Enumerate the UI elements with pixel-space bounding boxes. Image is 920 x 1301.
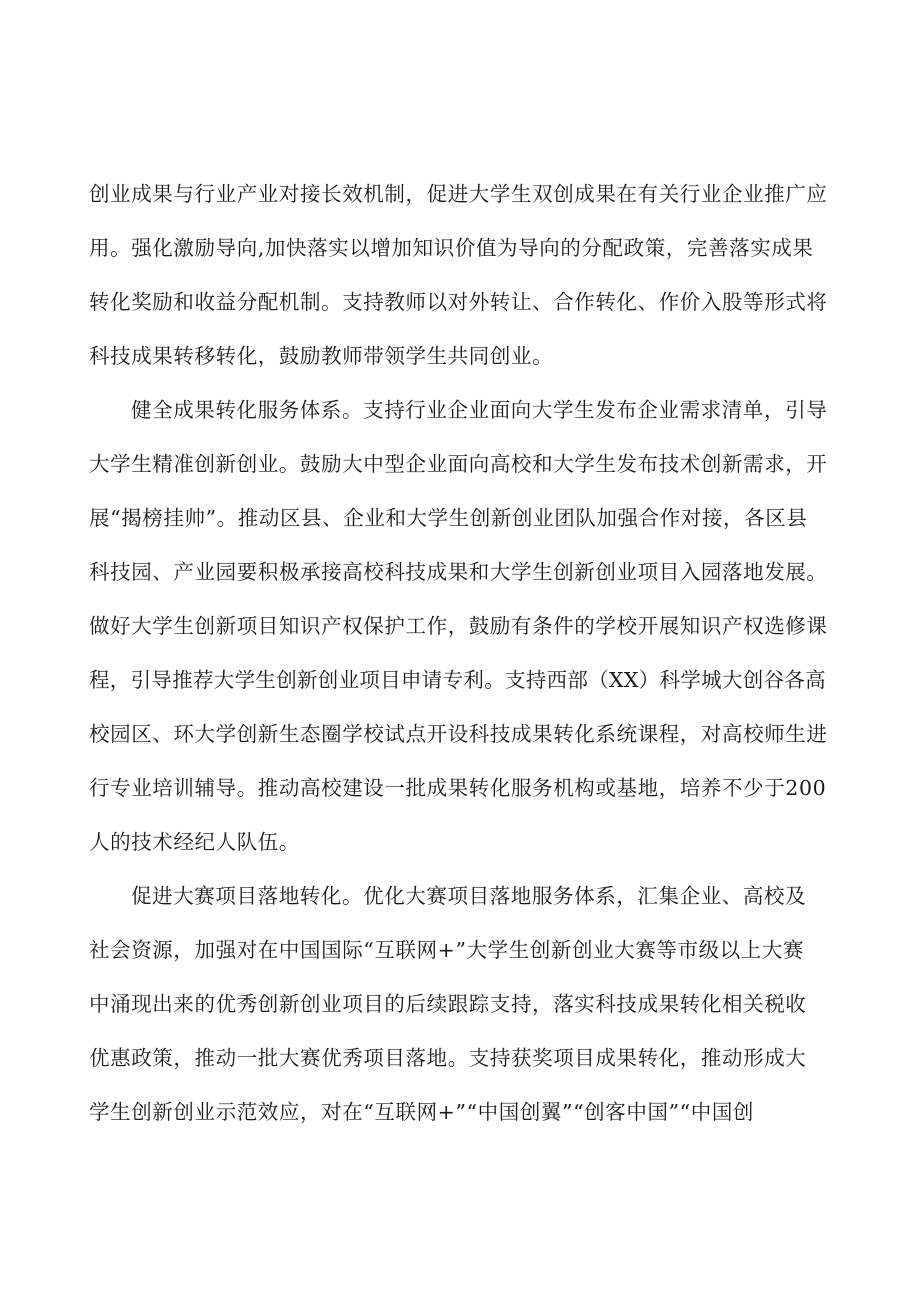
text-line: 行专业培训辅导。推动高校建设一批成果转化服务机构或基地，培养不少于200 (89, 776, 827, 800)
text-line: 学生创新创业示范效应，对在“互联网+”“中国创翼”“创客中国”“中国创 (89, 1100, 755, 1124)
text-line: 科技园、产业园要积极承接高校科技成果和大学生创新创业项目入园落地发展。 (89, 560, 828, 584)
text-line: 科技成果转移转化，鼓励教师带领学生共同创业。 (89, 344, 554, 368)
text-line: 转化奖励和收益分配机制。支持教师以对外转让、合作转化、作价入股等形式将 (89, 290, 828, 314)
text-line: 做好大学生创新项目知识产权保护工作，鼓励有条件的学校开展知识产权选修课 (89, 614, 828, 638)
text-line: 程，引导推荐大学生创新创业项目申请专利。支持西部（XX）科学城大创谷各高 (89, 668, 826, 692)
text-line: 展“揭榜挂帅”。推动区县、企业和大学生创新创业团队加强合作对接，各区县 (89, 506, 808, 530)
text-line: 社会资源，加强对在中国国际“互联网+”大学生创新创业大赛等市级以上大赛 (89, 938, 805, 962)
text-line: 优惠政策，推动一批大赛优秀项目落地。支持获奖项目成果转化，推动形成大 (89, 1046, 807, 1070)
text-line: 中涌现出来的优秀创新创业项目的后续跟踪支持，落实科技成果转化相关税收 (89, 992, 807, 1016)
text-line: 健全成果转化服务体系。支持行业企业面向大学生发布企业需求清单，引导 (131, 398, 828, 422)
text-line: 人的技术经纪人队伍。 (89, 830, 300, 854)
text-line: 促进大赛项目落地转化。优化大赛项目落地服务体系，汇集企业、高校及 (131, 884, 807, 908)
text-line: 用。强化激励导向,加快落实以增加知识价值为导向的分配政策，完善落实成果 (89, 236, 814, 260)
text-line: 大学生精准创新创业。鼓励大中型企业面向高校和大学生发布技术创新需求，开 (89, 452, 828, 476)
text-line: 创业成果与行业产业对接长效机制，促进大学生双创成果在有关行业企业推广应 (89, 182, 828, 206)
text-line: 校园区、环大学创新生态圈学校试点开设科技成果转化系统课程，对高校师生进 (89, 722, 828, 746)
